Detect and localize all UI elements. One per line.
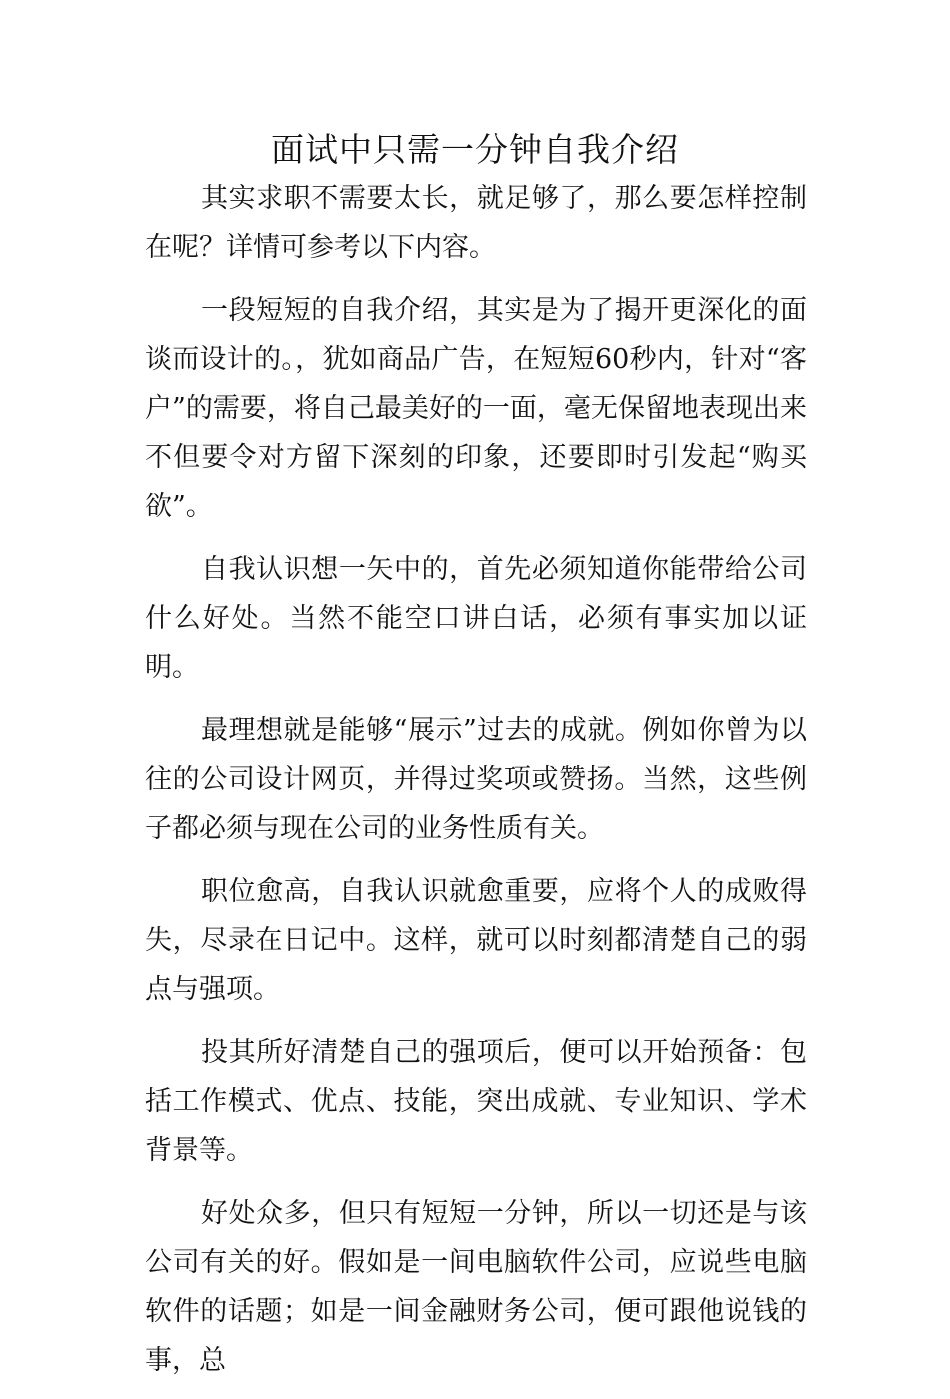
- paragraph-3: 自我认识想一矢中的，首先必须知道你能带给公司什么好处。当然不能空口讲白话，必须有事实加以证明。: [145, 554, 807, 683]
- paragraph-2: 一段短短的自我介绍，其实是为了揭开更深化的面谈而设计的。，犹如商品广告，在短短60秒内，针对“客户”的需要，将自己最美好的一面，毫无保留地表现出来不但要令对方留下深刻的印象，还要即时引发起“购买欲”。: [145, 295, 807, 522]
- paragraph-1: 其实求职不需要太长，就足够了，那么要怎样控制在呢？详情可参考以下内容。: [145, 183, 807, 263]
- document-body: [145, 174, 807, 1399]
- paragraph-7: 好处众多，但只有短短一分钟，所以一切还是与该公司有关的好。假如是一间电脑软件公司，应说些电脑软件的话题；如是一间金融财务公司，便可跟他说钱的事，总: [145, 1198, 807, 1376]
- paragraph-5: 职位愈高，自我认识就愈重要，应将个人的成败得失，尽录在日记中。这样，就可以时刻都清楚自己的弱点与强项。: [145, 876, 807, 1005]
- paragraph-6: 投其所好清楚自己的强项后，便可以开始预备：包括工作模式、优点、技能，突出成就、专业知识、学术背景等。: [145, 1037, 807, 1166]
- document-title: 面试中只需一分钟自我介绍: [271, 130, 679, 169]
- paragraph-4: 最理想就是能够“展示”过去的成就。例如你曾为以往的公司设计网页，并得过奖项或赞扬。当然，这些例子都必须与现在公司的业务性质有关。: [145, 715, 807, 844]
